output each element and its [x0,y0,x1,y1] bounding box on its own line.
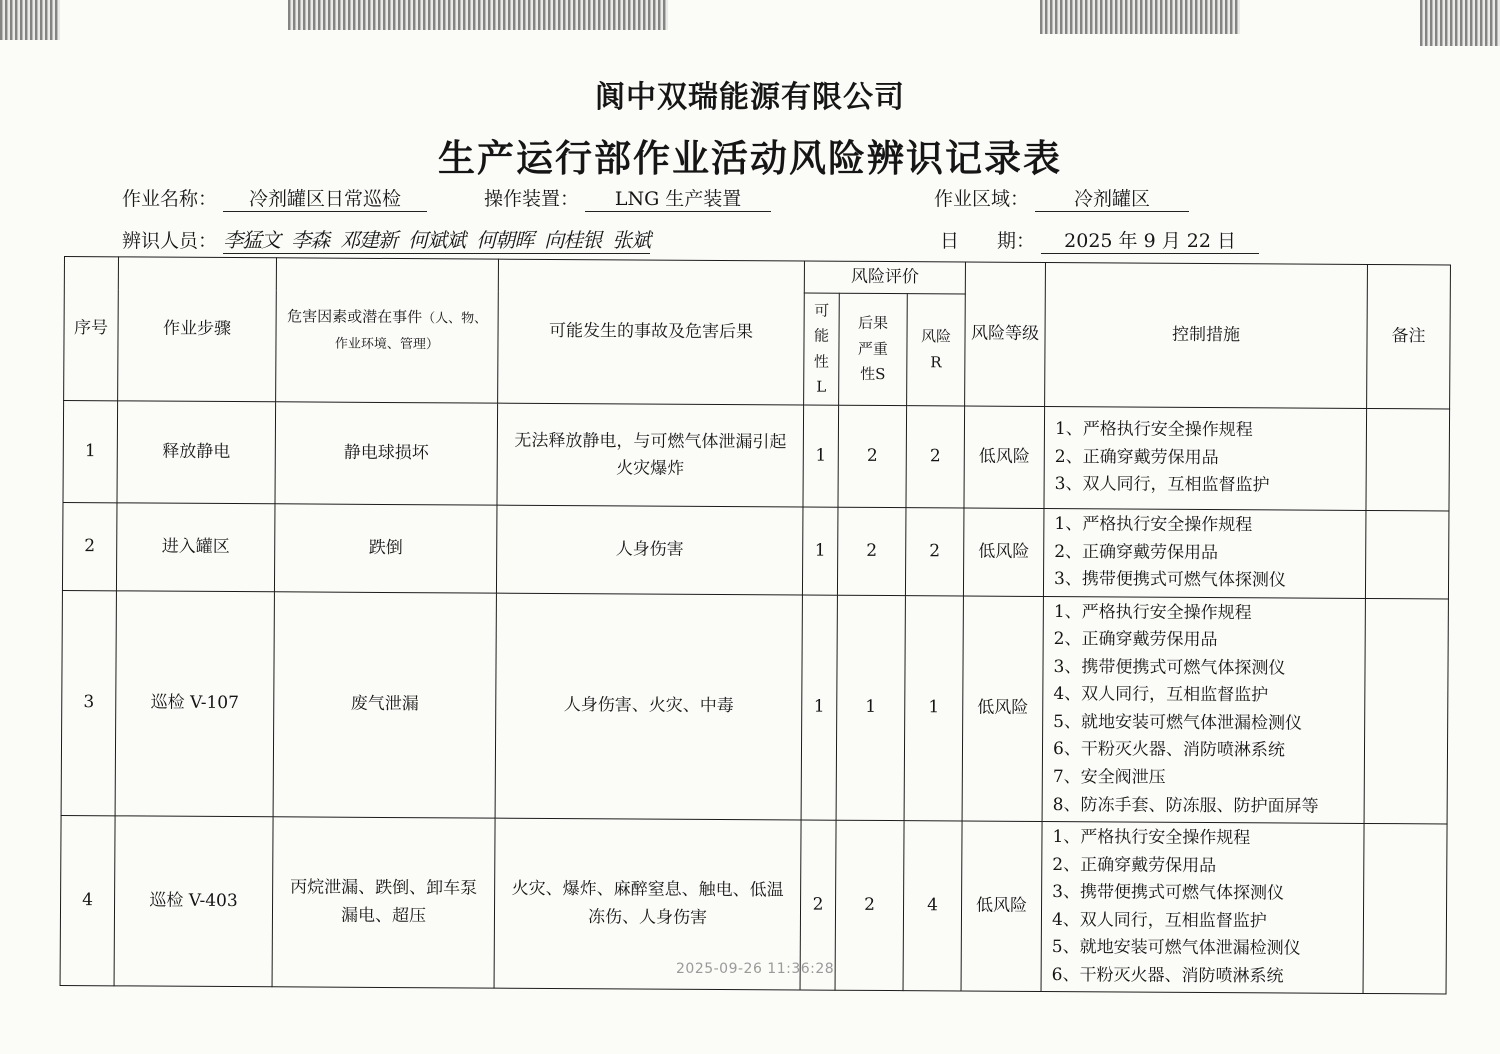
date-label: 日 期： [940,230,1036,252]
device-label: 操作装置： [484,188,580,210]
measure-item: 3、携带便携式可燃气体探测仪 [1052,882,1285,904]
col-step-header: 作业步骤 [118,257,277,402]
row-level: 低风险 [963,508,1044,596]
row-measures [1042,596,1365,823]
row-remark [1363,823,1447,994]
date-value: 2025 年 9 月 22 日 [1041,226,1259,254]
row-s: 2 [835,820,904,991]
measure-item: 2、正确穿戴劳保用品 [1054,541,1219,563]
col-level-header: 风险等级 [965,262,1046,407]
hazard-header-main: 危害因素或潜在事件 [287,307,423,327]
measure-item: 4、双人同行，互相监督监护 [1053,684,1269,706]
scan-artifact-edge [1420,0,1500,46]
job-name-label: 作业名称： [122,188,218,210]
measure-item: 4、双人同行，互相监督监护 [1051,909,1267,931]
row-measures [1041,822,1364,994]
measure-item: 1、严格执行安全操作规程 [1053,601,1252,624]
measure-item: 5、就地安装可燃气体泄漏检测仪 [1053,711,1303,734]
measure-item: 6、干粉灭火器、消防喷淋系统 [1051,964,1284,987]
form-title: 生产运行部作业活动风险辨识记录表 [438,137,1062,180]
row-measures [1043,509,1366,599]
row-level: 低风险 [964,406,1045,508]
row-no: 4 [60,816,115,987]
risk-table [60,256,1451,995]
hazard-header-sub: （人、物、作业环境、管理） [334,311,488,352]
measure-item: 3、携带便携式可燃气体探测仪 [1053,656,1286,679]
row-step: 进入罐区 [116,503,275,592]
row-measures [1044,407,1367,511]
col-s-header: 后果严重性S [839,293,908,405]
row-no: 2 [62,503,117,591]
col-consequence-header: 可能发生的事故及危害后果 [498,259,805,405]
row-hazard: 静电球损坏 [275,402,498,505]
measure-item: 1、严格执行安全操作规程 [1052,827,1251,849]
row-step: 释放静电 [117,401,276,504]
row-l: 1 [802,507,838,595]
col-hazard-header [276,258,499,404]
row-hazard: 废气泄漏 [273,592,496,819]
identifier-field [122,224,650,254]
row-consequence: 人身伤害 [496,505,803,594]
measure-item: 1、严格执行安全操作规程 [1054,514,1253,536]
col-measures-header: 控制措施 [1045,262,1368,408]
measure-item: 2、正确穿戴劳保用品 [1053,629,1218,651]
col-remark-header: 备注 [1367,264,1451,409]
row-no: 3 [61,590,116,816]
area-value: 冷剂罐区 [1035,184,1189,212]
identifier-signatures: 李猛文 李森 邓建新 何斌斌 何朝晖 向桂银 张斌 [223,224,650,254]
row-consequence: 火灾、爆炸、麻醉窒息、触电、低温冻伤、人身伤害 [494,818,801,990]
row-hazard: 跌倒 [274,504,497,593]
device-value: LNG 生产装置 [585,184,771,212]
company-name: 阆中双瑞能源有限公司 [595,80,905,115]
row-remark [1364,598,1448,824]
measure-item: 2、正确穿戴劳保用品 [1052,854,1217,876]
area-label: 作业区域： [934,188,1030,210]
row-level: 低风险 [962,596,1043,822]
area-field [934,184,1189,212]
row-r: 1 [904,595,963,821]
row-s: 2 [838,405,907,507]
scan-artifact-right [1040,0,1240,34]
risk-eval-header: 风险评价 [804,261,965,294]
header-row-1 [64,257,1450,298]
measure-item: 2、正确穿戴劳保用品 [1054,446,1219,468]
row-hazard: 丙烷泄漏、跌倒、卸车泵漏电、超压 [272,817,495,989]
row-remark [1365,511,1449,599]
measure-item: 3、双人同行，互相监督监护 [1054,474,1270,496]
measure-item: 8、防冻手套、防冻服、防护面屏等 [1052,794,1319,817]
row-step: 巡检 V-107 [115,591,274,817]
col-no-header: 序号 [64,257,119,402]
measure-item: 1、严格执行安全操作规程 [1054,419,1253,441]
measure-item: 6、干粉灭火器、消防喷淋系统 [1052,739,1285,761]
row-step: 巡检 V-403 [114,816,273,987]
device-field [484,184,771,212]
col-r-header: 风险R [907,294,966,406]
job-name-value: 冷剂罐区日常巡检 [223,184,427,212]
scan-timestamp: 2025-09-26 11:36:28 [676,961,835,977]
row-s: 1 [836,595,905,821]
row-l: 1 [801,595,837,820]
row-level: 低风险 [961,821,1042,992]
table-row [61,590,1448,824]
row-l: 1 [803,405,839,507]
table-row [63,401,1450,511]
scan-artifact-left [0,0,60,40]
measure-item: 5、就地安装可燃气体泄漏检测仪 [1051,937,1301,959]
scan-artifact-mid [288,0,668,30]
row-no: 1 [63,401,118,503]
row-r: 2 [905,508,964,596]
row-remark [1366,409,1450,512]
row-r: 2 [906,406,965,508]
row-s: 2 [837,507,906,595]
table-row [62,503,1449,599]
row-consequence: 无法释放静电，与可燃气体泄漏引起火灾爆炸 [497,403,804,507]
measure-item: 3、携带便携式可燃气体探测仪 [1054,569,1286,591]
date-field [940,226,1259,254]
identifier-label: 辨识人员： [122,230,218,252]
row-r: 4 [903,821,962,992]
job-name-field [122,184,427,212]
measure-item: 7、安全阀泄压 [1052,767,1166,788]
row-consequence: 人身伤害、火灾、中毒 [495,593,802,820]
row-l: 2 [800,820,836,990]
col-l-header: 可能性L [804,293,840,405]
